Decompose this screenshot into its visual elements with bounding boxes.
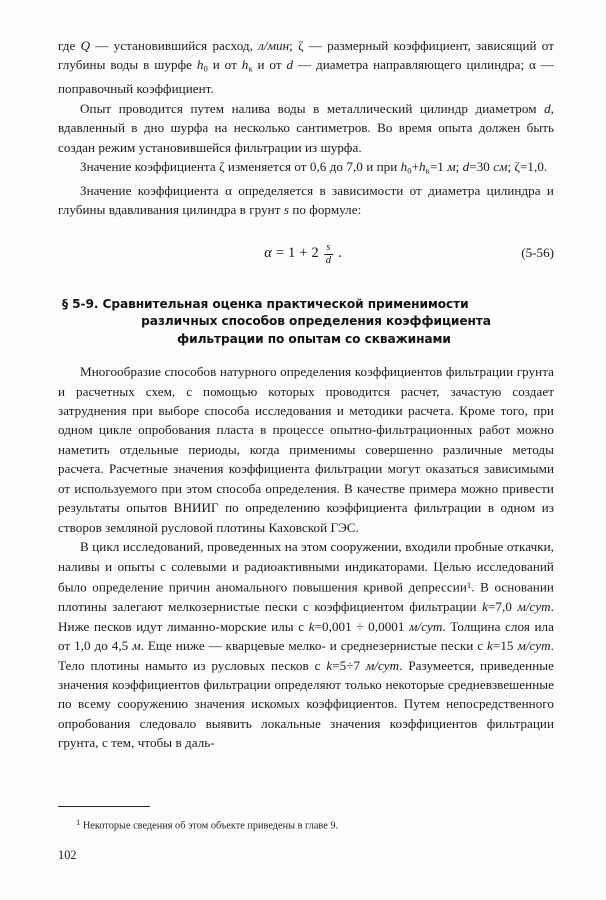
var-hk-subscript: к bbox=[425, 165, 430, 176]
para3-text4: =30 bbox=[469, 159, 494, 175]
para6-text6: . Толщина слоя ила от 1,0 до 4,5 bbox=[58, 618, 554, 654]
var-hk: h bbox=[419, 159, 426, 175]
units-cm: см bbox=[493, 159, 508, 175]
formula-block bbox=[58, 240, 554, 274]
section-heading-line-3: фильтрации по опытам со скважинами bbox=[177, 331, 451, 346]
para6-text5: =0,001 ÷ 0,0001 bbox=[314, 618, 410, 634]
para1-text4: и от bbox=[252, 57, 287, 73]
para3-text3: ; bbox=[455, 159, 463, 175]
var-d-diameter: d bbox=[544, 100, 551, 116]
section-heading bbox=[58, 296, 554, 348]
var-d-30: d bbox=[462, 159, 470, 175]
formula-one: 1 bbox=[288, 245, 296, 262]
page-number: 102 bbox=[58, 848, 77, 862]
var-h-subscript-k: к bbox=[248, 63, 253, 74]
section-heading-line-2: различных способов определения коэффициента bbox=[141, 314, 491, 329]
para6-text1: В цикл исследований, проведенных на этом сооружении, входили пробные откачки, наливы и опыты с солевыми и радиоактивными индикаторами. Целью исследований было определение причин аномального повышения кривой депрессии bbox=[58, 539, 554, 595]
var-h-k: h bbox=[241, 57, 249, 73]
para1-prefix: где bbox=[58, 38, 81, 53]
formula-period: . bbox=[337, 245, 342, 262]
var-h-subscript-0: 0 bbox=[203, 63, 208, 74]
paragraph-methods-overview: Многообразие способов натурного определения коэффициентов фильтрации грунта и расчетных схем, с помощью которых проводится расчет, зачастую создает затруднения при выборе способа исследования и методики расчета. Кроме того, при одном цикле опробования пласта в процессе опытно-фильтрационных работ можно наметить отдельные периоды, когда применимы совершенно различные методы расчета. Расчетные значения коэффициента фильтрации могут оказаться зависимыми от используемого при этом способа определения. В качестве примера можно привести результаты опытов ВНИИГ по определению коэффициента фильтрации в одном из створов земляной русловой плотины Каховской ГЭС. bbox=[58, 364, 554, 535]
var-s: s bbox=[283, 202, 289, 218]
units-m-sut-1: м/сут bbox=[517, 599, 551, 615]
paragraph-where-q bbox=[58, 36, 554, 99]
formula-lhs-alpha: α bbox=[264, 245, 272, 262]
para1-text3: и от bbox=[207, 57, 242, 73]
units-m: м bbox=[447, 159, 456, 175]
units-m-2: м bbox=[132, 638, 141, 654]
section-heading-line-1: § 5-9. Сравнительная оценка практической применимости bbox=[62, 296, 469, 311]
units-m-sut-3: м/сут bbox=[517, 638, 551, 654]
units-m-sut-2: м/сут bbox=[409, 618, 443, 634]
units-m-sut-4: м/сут bbox=[365, 657, 400, 673]
para6-text9: . Тело плотины намыто из русловых песков с bbox=[58, 638, 554, 673]
paragraph-research-cycle bbox=[58, 537, 554, 753]
footnote-separator-rule bbox=[58, 806, 150, 807]
equation-number: (5-56) bbox=[521, 244, 554, 260]
para6-text2: . В основании плотины залегают мелкозернистые пески с коэффициентом фильтрации bbox=[58, 579, 554, 615]
footnote-text: Некоторые сведения об этом объекте приведены в главе 9. bbox=[82, 820, 339, 832]
var-h0: h bbox=[400, 159, 408, 175]
footnote bbox=[58, 815, 554, 834]
para3-text2: =1 bbox=[429, 159, 448, 175]
para3-text1: Значение коэффициента ζ изменяется от 0,6 до 7,0 и при bbox=[80, 159, 401, 175]
var-k-2: k bbox=[308, 618, 315, 634]
paragraph-alpha-definition bbox=[58, 181, 554, 220]
para6-text8: =15 bbox=[492, 638, 518, 654]
formula-expression bbox=[264, 242, 341, 266]
var-k-3: k bbox=[487, 638, 493, 654]
footnote-marker: 1 bbox=[76, 817, 81, 827]
para2-text1: Опыт проводится путем налива воды в металлический цилиндр диаметром bbox=[80, 100, 545, 116]
para4-text2: по формуле: bbox=[289, 202, 362, 218]
para4-text1: Значение коэффициента α определяется в зависимости от диаметра цилиндра и глубины вдавливания цилиндра в грунт bbox=[58, 182, 554, 218]
para1-text1: — установившийся расход, bbox=[90, 38, 259, 53]
para6-text3: =7,0 bbox=[487, 599, 518, 615]
para6-text4: . Ниже песков идут лиманно-морские илы с bbox=[58, 599, 555, 634]
para1-text2: ; ζ — размерный коэффициент, зависящий от глубины воды в шурфе bbox=[58, 38, 555, 73]
footnote-area bbox=[58, 806, 554, 834]
paragraph-zeta-range bbox=[58, 157, 554, 181]
footnote-reference-marker[interactable]: 1 bbox=[466, 580, 472, 591]
para3-text5: ; ζ=1,0. bbox=[507, 159, 548, 175]
var-h0-subscript: 0 bbox=[407, 165, 412, 176]
var-q: Q bbox=[80, 38, 91, 53]
var-h: h bbox=[196, 57, 204, 73]
para2-text2: , вдавленный в дно шурфа на несколько сантиметров. Во время опыта должен быть создан режим установившейся фильтрации из шурфа. bbox=[58, 100, 554, 155]
formula-plus: + bbox=[299, 245, 308, 262]
fraction-numerator: s bbox=[326, 241, 331, 253]
var-k-4: k bbox=[326, 657, 333, 673]
var-k-1: k bbox=[482, 599, 488, 615]
var-d: d bbox=[286, 57, 294, 73]
formula-fraction-s-over-d bbox=[324, 243, 333, 267]
para1-text5: — диаметра направляющего цилиндра; α — поправочный коэффициент. bbox=[58, 57, 554, 97]
paragraph-experiment-method bbox=[58, 99, 554, 157]
para6-text11: . Разумеется, приведенные значения коэффициентов фильтрации определяют только некоторые средневзвешенные по всему сооружению значения искомых коэффициентов. Путем непосредственного опробования следовало выявить локальные значения коэффициентов фильтрации грунта, с тем, чтобы в даль- bbox=[58, 657, 554, 751]
formula-two: 2 bbox=[311, 245, 319, 262]
fraction-denominator: d bbox=[325, 255, 331, 267]
para6-text7: . Еще ниже — кварцевые мелко- и среднезернистые пески с bbox=[140, 638, 488, 654]
para6-text10: =5÷7 bbox=[332, 657, 366, 673]
units-l-min: л/мин bbox=[258, 38, 290, 53]
formula-equals: = bbox=[275, 245, 285, 262]
para3-plus: + bbox=[411, 159, 420, 175]
